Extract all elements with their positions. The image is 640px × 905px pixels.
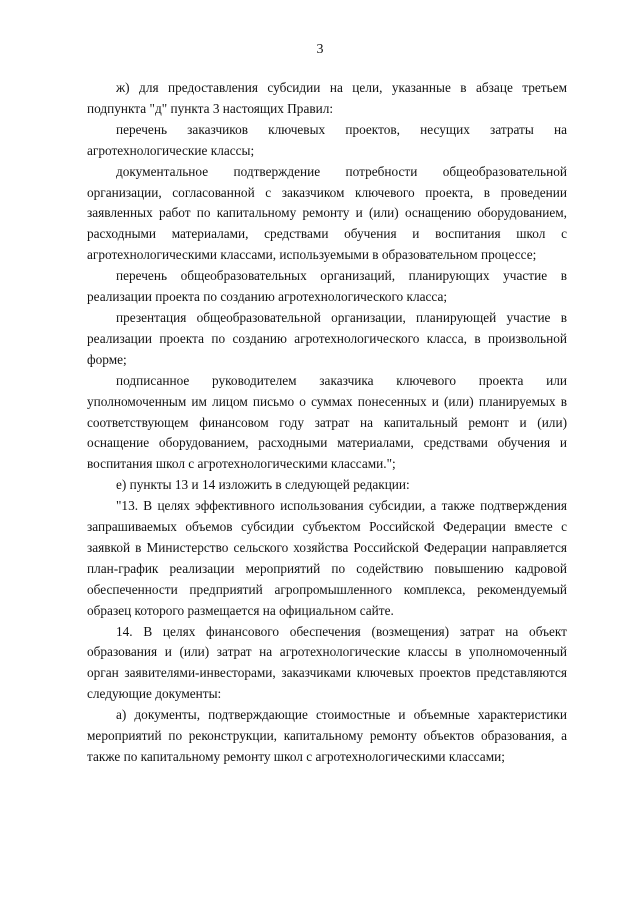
paragraph-organizations-list: перечень общеобразовательных организаций, планирующих участие в реализации проекта по созданию агротехнологического класса;	[87, 268, 567, 305]
page-number: 3	[316, 42, 324, 57]
paragraph-documentary-confirmation: документальное подтверждение потребности общеобразовательной организации, согласованной с заказчиком ключевого проекта, в проведении заявленных работ по капитальному ремонту и (или) оснащению оборудованием, расходными материалами, средствами обучения и воспитания школ с агротехнологическими классами, используемыми в образовательном процессе;	[87, 163, 567, 263]
paragraph-clause-14: 14. В целях финансового обеспечения (возмещения) затрат на объект образования и (или) затрат на агротехнологические классы в уполномоченный орган заявителями-инвесторами, заказчиками ключевых проектов представляются следующие документы:	[87, 623, 567, 702]
paragraph-intro-zh: ж) для предоставления субсидии на цели, указанные в абзаце третьем подпункта "д" пункта 3 настоящих Правил:	[87, 80, 567, 116]
document-body	[87, 78, 567, 768]
paragraph-presentation: презентация общеобразовательной организации, планирующей участие в реализации проекта по созданию агротехнологического класса, в произвольной форме;	[87, 309, 567, 367]
paragraph-clause-13: "13. В целях эффективного использования субсидии, а также подтверждения запрашиваемых объемов субсидии субъектом Российской Федерации вместе с заявкой в Министерство сельского хозяйства Российской Федерации направляется план-график реализации мероприятий по содействию повышению кадровой обеспеченности предприятий агропромышленного комплекса, рекомендуемый образец которого размещается на официальном сайте.	[87, 498, 567, 618]
paragraph-customers-list: перечень заказчиков ключевых проектов, несущих затраты на агротехнологические классы;	[87, 121, 567, 158]
paragraph-signed-letter: подписанное руководителем заказчика ключевого проекта или уполномоченным им лицом письмо о суммах понесенных и (или) планируемых в соответствующем финансовом году затрат на капитальный ремонт и (или) оснащение оборудованием, расходными материалами, средствами обучения и воспитания школ с агротехнологическими классами.";	[87, 372, 567, 472]
paragraph-amendment-e: е) пункты 13 и 14 изложить в следующей редакции:	[116, 477, 410, 493]
paragraph-clause-14a: а) документы, подтверждающие стоимостные и объемные характеристики мероприятий по реконструкции, капитальному ремонту объектов образования, а также по капитальному ремонту школ с агротехнологическими классами;	[87, 707, 567, 764]
